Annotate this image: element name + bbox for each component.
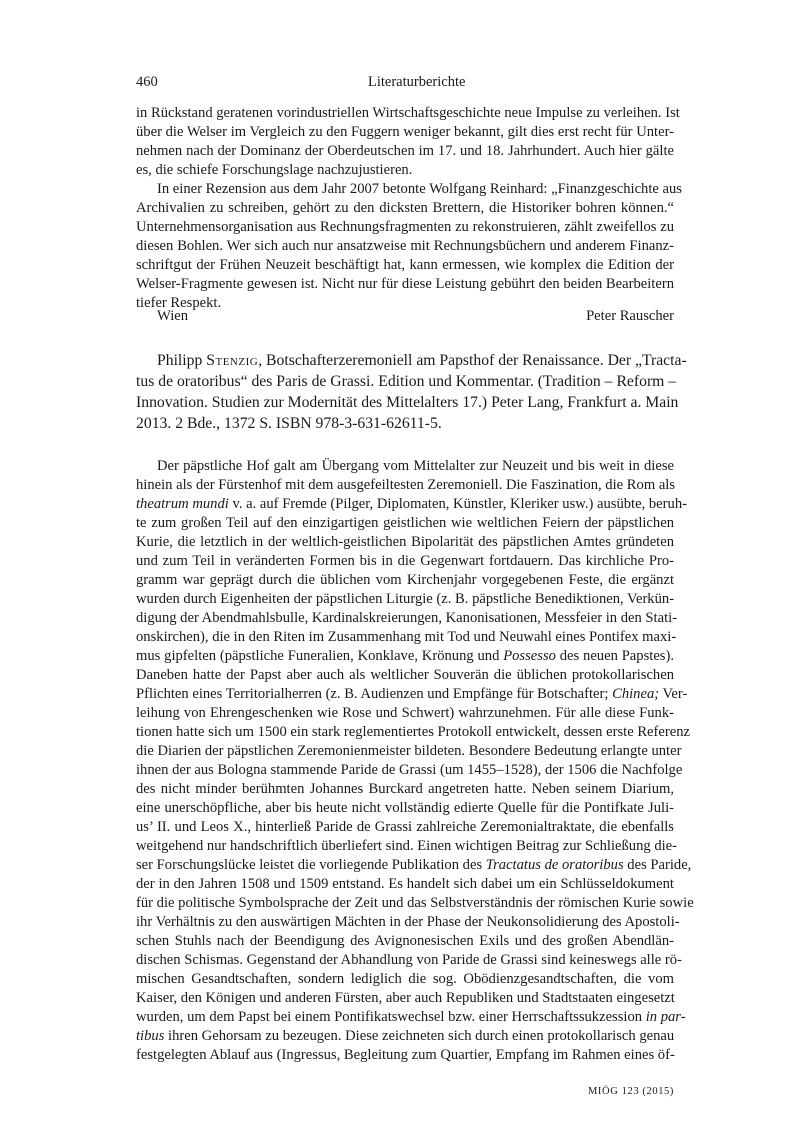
text-span: ser Forschungslücke leistet die vorliegende Publikation des	[136, 857, 486, 873]
text-line: Daneben hatte der Papst aber auch als weltlicher Souverän die üblichen protokollarischen	[136, 667, 674, 683]
signoff-author: Peter Rauscher	[586, 308, 674, 324]
text-line: in Rückstand geratenen vorindustriellen Wirtschaftsgeschichte neue Impulse zu verleihen. Ist	[136, 105, 680, 121]
italic-term: Possesso	[503, 648, 556, 664]
text-line: Kurie, die letztlich in der weltlich-geistlichen Bipolarität des päpstlichen Amtes gründeten	[136, 534, 674, 550]
text-span: des Paride,	[623, 857, 692, 873]
italic-term: in par-	[645, 1009, 686, 1025]
text-line: te zum großen Teil auf den einzigartigen geistlichen wie weltlichen Feiern der päpstlichen	[136, 515, 674, 531]
page-footer: MIÖG 123 (2015)	[588, 1086, 674, 1097]
text-line	[136, 1008, 686, 1027]
text-line: die Diarien der päpstlichen Zeremonienmeister bildeten. Besondere Bedeutung erlangte unter	[136, 743, 682, 759]
text-line: und zum Teil in veränderten Formen bis in die Gegenwart fortdauern. Das kirchliche Pro-	[136, 553, 674, 569]
text-line: über die Welser im Vergleich zu den Fuggern weniger bekannt, gilt dies erst recht für Unter-	[136, 124, 674, 140]
text-line: In einer Rezension aus dem Jahr 2007 betonte Wolfgang Reinhard: „Finanzgeschichte aus	[157, 181, 682, 197]
signoff-place: Wien	[157, 308, 189, 324]
text-line: Der päpstliche Hof galt am Übergang vom Mittelalter zur Neuzeit und bis weit in diese	[157, 458, 674, 474]
text-line: wurden durch Eigenheiten der päpstlichen Liturgie (z. B. päpstliche Benediktionen, Verkün-	[136, 591, 675, 607]
citation-author-last: Stenzig	[206, 352, 259, 369]
text-line: Kaiser, den Königen und anderen Fürsten, aber auch Republiken und Stadtstaaten eingesetzt	[136, 990, 675, 1006]
citation-line: Innovation. Studien zur Modernität des Mittelalters 17.) Peter Lang, Frankfurt a. Main	[136, 394, 679, 411]
text-line: schriftgut der Frühen Neuzeit beschäftigt hat, kann ermessen, wie komplex die Edition der	[136, 257, 674, 273]
citation-line: 2013. 2 Bde., 1372 S. ISBN 978-3-631-62611-5.	[136, 415, 442, 432]
text-line: Archivalien zu schreiben, gehört zu den dicksten Brettern, die Historiker bohren können.“	[136, 200, 674, 216]
text-line: mischen Gesandtschaften, sondern lediglich die sog. Obödienzgesandtschaften, die vom	[136, 971, 674, 987]
italic-term: theatrum mundi	[136, 496, 229, 512]
text-span: mus gipfelten (päpstliche Funeralien, Konklave, Krönung und	[136, 648, 504, 664]
text-line: ihnen der aus Bologna stammende Paride de Grassi (um 1455–1528), der 1506 die Nachfolge	[136, 762, 683, 778]
review-signoff	[157, 308, 674, 327]
text-line	[136, 495, 687, 514]
text-line: tiefer Respekt.	[136, 295, 222, 311]
text-line: schen Stuhls nach der Beendigung des Avignonesischen Exils und des großen Abendlän-	[136, 933, 674, 949]
citation-line	[157, 350, 687, 371]
running-head: Literaturberichte	[368, 74, 466, 90]
text-line: gramm war geprägt durch die üblichen vom Kirchenjahr vorgegebenen Feste, die ergänzt	[136, 572, 674, 588]
text-line	[136, 647, 674, 666]
text-line: Unternehmensorganisation aus Rechnungsfragmenten zu rekonstruieren, zählt zweifellos zu	[136, 219, 674, 235]
page-header	[136, 74, 674, 96]
citation-title: , Botschafterzeremoniell am Papsthof der Renaissance. Der „Tracta-	[258, 352, 687, 369]
text-span: des neuen Papstes).	[555, 648, 674, 664]
italic-term: Tractatus de oratoribus	[485, 857, 624, 873]
text-line	[136, 685, 688, 704]
text-line: tionen hatte sich um 1500 ein stark reglementiertes Protokoll entwickelt, dessen erste Referenz	[136, 724, 690, 740]
text-line	[136, 856, 692, 875]
text-line: weitgehend nur handschriftlich überliefert sind. Einen wichtigen Beitrag zur Schließung die-	[136, 838, 678, 854]
text-line: eine unerschöpfliche, aber bis heute nicht vollständig edierte Quelle für die Pontifkate Juli-	[136, 800, 674, 816]
italic-term: tibus	[136, 1028, 165, 1044]
text-line: Welser-Fragmente gewesen ist. Nicht nur für diese Leistung gebührt den beiden Bearbeitern	[136, 276, 674, 292]
text-line: dischen Schismas. Gegenstand der Abhandlung von Paride de Grassi sind keineswegs alle rö-	[136, 952, 682, 968]
text-line: diesen Bohlen. Wer sich auch nur ansatzweise mit Rechnungsbüchern und anderem Finanz-	[136, 238, 674, 254]
text-line: festgelegten Ablauf aus (Ingressus, Begleitung zum Quartier, Empfang im Rahmen eines öf-	[136, 1047, 675, 1063]
text-span: Pflichten eines Territorialherren (z. B. Audienzen und Empfänge für Botschafter;	[136, 686, 613, 702]
text-line: des nicht minder berühmten Johannes Burckard angetreten hatte. Neben seinem Diarium,	[136, 781, 674, 797]
italic-term: Chinea;	[612, 686, 660, 702]
text-span: Ver-	[659, 686, 688, 702]
text-line: es, die schiefe Forschungslage nachzujustieren.	[136, 162, 413, 178]
text-span: ihren Gehorsam zu bezeugen. Diese zeichneten sich durch einen protokollarisch genau	[164, 1028, 675, 1044]
text-span: v. a. auf Fremde (Pilger, Diplomaten, Künstler, Kleriker usw.) ausübte, beruh-	[228, 496, 687, 512]
text-line: ihr Verhältnis zu den auswärtigen Mächten in der Phase der Neukonsolidierung des Apostoli-	[136, 914, 680, 930]
text-line: für die politische Symbolsprache der Zeit und das Selbstverständnis der römischen Kurie sowie	[136, 895, 694, 911]
text-line: der in den Jahren 1508 und 1509 entstand. Es handelt sich dabei um ein Schlüsseldokument	[136, 876, 674, 892]
text-line: nehmen nach der Dominanz der Oberdeutschen im 17. und 18. Jahrhundert. Auch hier gälte	[136, 143, 674, 159]
text-line	[136, 1027, 674, 1046]
text-line: us’ II. und Leos X., hinterließ Paride de Grassi zahlreiche Zeremonialtraktate, die ebenfalls	[136, 819, 674, 835]
citation-line: tus de oratoribus“ des Paris de Grassi. Edition und Kommentar. (Tradition – Reform –	[136, 373, 677, 390]
text-line: digung der Abendmahlsbulle, Kardinalskreierungen, Kanonisationen, Messfeier in den Stati-	[136, 610, 678, 626]
text-line: onskirchen), die in den Riten im Zusammenhang mit Tod und Neuwahl eines Pontifex maxi-	[136, 629, 677, 645]
citation-author-first: Philipp	[157, 352, 203, 369]
page-number: 460	[136, 74, 158, 90]
text-span: wurden, um dem Papst bei einem Pontifikatswechsel bzw. einer Herrschaftssukzession	[136, 1009, 646, 1025]
text-line: leihung von Ehrengeschenken wie Rose und Schwert) wahrzunehmen. Für alle diese Funk-	[136, 705, 674, 721]
text-line: hinein als der Fürstenhof mit dem ausgefeiltesten Zeremoniell. Die Faszination, die Rom als	[136, 477, 676, 493]
